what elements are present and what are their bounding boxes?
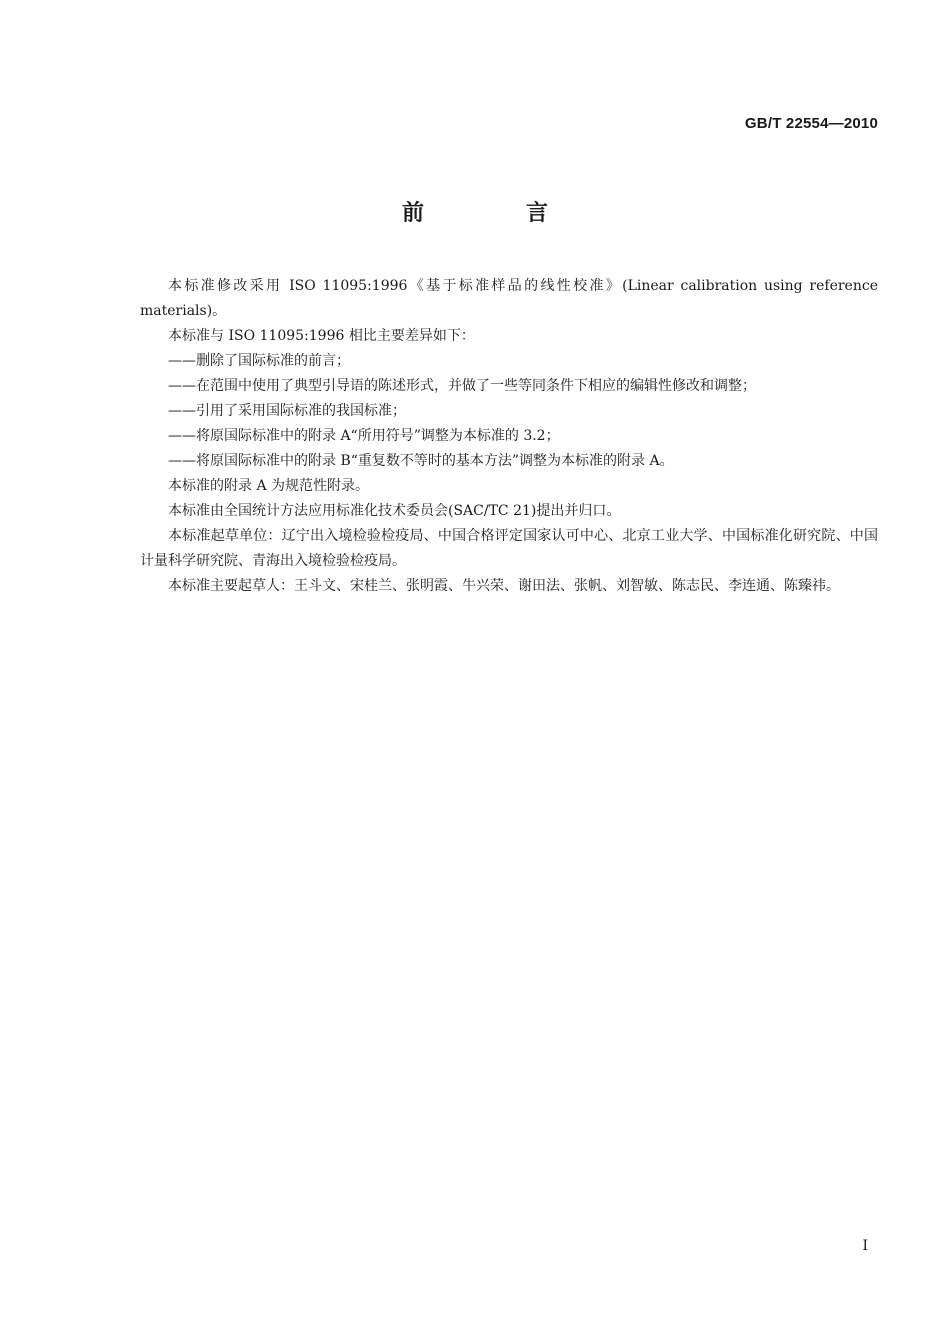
list-item: ——将原国际标准中的附录 B“重复数不等时的基本方法”调整为本标准的附录 A。 [168, 453, 674, 469]
paragraph: 本标准由全国统计方法应用标准化技术委员会(SAC/TC 21)提出并归口。 [168, 503, 621, 519]
page-title: 前 言 [401, 201, 588, 226]
paragraph: 本标准的附录 A 为规范性附录。 [168, 478, 370, 494]
list-item: ——在范围中使用了典型引导语的陈述形式，并做了一些等同条件下相应的编辑性修改和调整； [168, 378, 756, 394]
list-item: ——删除了国际标准的前言； [168, 353, 350, 369]
document-body [140, 274, 878, 599]
paragraph: 本标准与 ISO 11095:1996 相比主要差异如下： [168, 328, 475, 344]
paragraph: 本标准起草单位：辽宁出入境检验检疫局、中国合格评定国家认可中心、北京工业大学、中国标准化研究院、中国计量科学研究院、青海出入境检验检疫局。 [140, 528, 878, 569]
list-item: ——将原国际标准中的附录 A“所用符号”调整为本标准的 3.2； [168, 428, 560, 444]
list-item: ——引用了采用国际标准的我国标准； [168, 403, 406, 419]
page-number: I [862, 1238, 868, 1254]
paragraph: 本标准修改采用 ISO 11095:1996《基于标准样品的线性校准》(Linear calibration using reference materials)。 [140, 278, 878, 319]
standard-code: GB/T 22554—2010 [744, 115, 878, 132]
paragraph: 本标准主要起草人：王斗文、宋桂兰、张明霞、牛兴荣、谢田法、张帆、刘智敏、陈志民、李连通、陈臻祎。 [168, 578, 840, 594]
